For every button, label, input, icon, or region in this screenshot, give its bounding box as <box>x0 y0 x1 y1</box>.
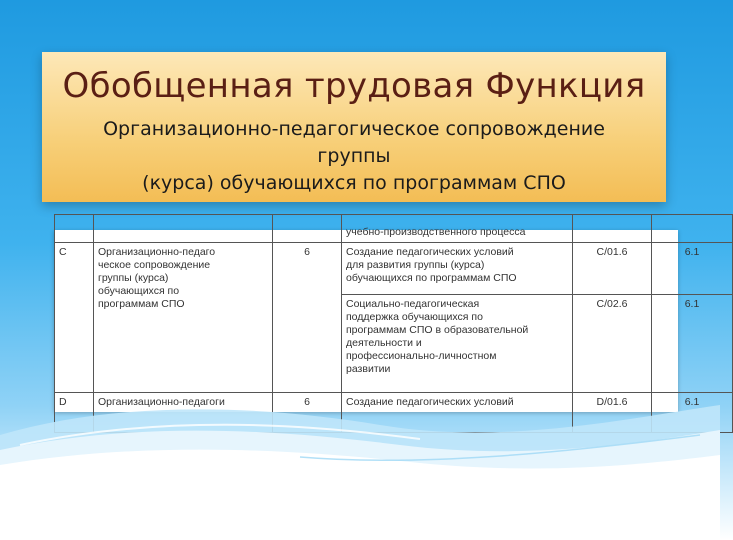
row-c-name: Организационно-педаго ческое сопровождение группы (курса) обучающихся по программам СПО <box>98 246 216 310</box>
row-c-func2: Социально-педагогическая поддержка обучающихся по программам СПО в образовательной деятельности и профессионально-личностном развитии <box>346 298 529 375</box>
row-c-code: C <box>59 246 67 258</box>
slide-title: Обобщенная трудовая Функция <box>62 66 646 106</box>
subtitle-line-1: Организационно-педагогическое сопровождение группы <box>103 118 605 167</box>
table-cell <box>94 215 273 243</box>
table-cell <box>342 215 573 243</box>
function-table-image <box>54 226 700 412</box>
row-c-func1-code: C/01.6 <box>596 246 628 258</box>
table-cell <box>652 215 733 243</box>
table-row <box>55 215 733 243</box>
table-cell <box>273 215 342 243</box>
row-c-level: 6 <box>304 246 310 258</box>
table-cell <box>573 215 652 243</box>
row-c-func2-code: C/02.6 <box>596 298 628 310</box>
row-d-func1: Создание педагогических условий <box>346 396 514 408</box>
table-cell <box>55 215 94 243</box>
row-c-func1: Создание педагогических условий для развития группы (курса) обучающихся по программам СПО <box>346 246 517 284</box>
slide-subtitle <box>72 116 636 197</box>
row-d-func1-code: D/01.6 <box>596 396 628 408</box>
subtitle-line-2: (курса) обучающихся по программам СПО <box>142 172 566 194</box>
row-d-level: 6 <box>304 396 310 408</box>
table-cell <box>573 243 652 295</box>
table-cell <box>652 243 733 295</box>
table-cell <box>273 243 342 393</box>
row-c-func1-level: 6.1 <box>684 246 700 258</box>
table-cell <box>573 295 652 393</box>
prev-row-fragment: учебно-производственного процесса <box>346 226 526 238</box>
row-d-code: D <box>59 396 67 408</box>
wave-decoration <box>0 395 720 540</box>
table-cell <box>342 243 573 295</box>
table-cell <box>342 295 573 393</box>
table-cell <box>94 243 273 393</box>
table-cell <box>55 243 94 393</box>
title-box <box>42 52 666 202</box>
row-d-name: Организационно-педагоги <box>98 396 225 408</box>
table-cell <box>652 295 733 393</box>
row-c-func2-level: 6.1 <box>684 298 700 310</box>
table-row <box>55 243 733 295</box>
row-d-func1-level: 6.1 <box>684 396 700 408</box>
